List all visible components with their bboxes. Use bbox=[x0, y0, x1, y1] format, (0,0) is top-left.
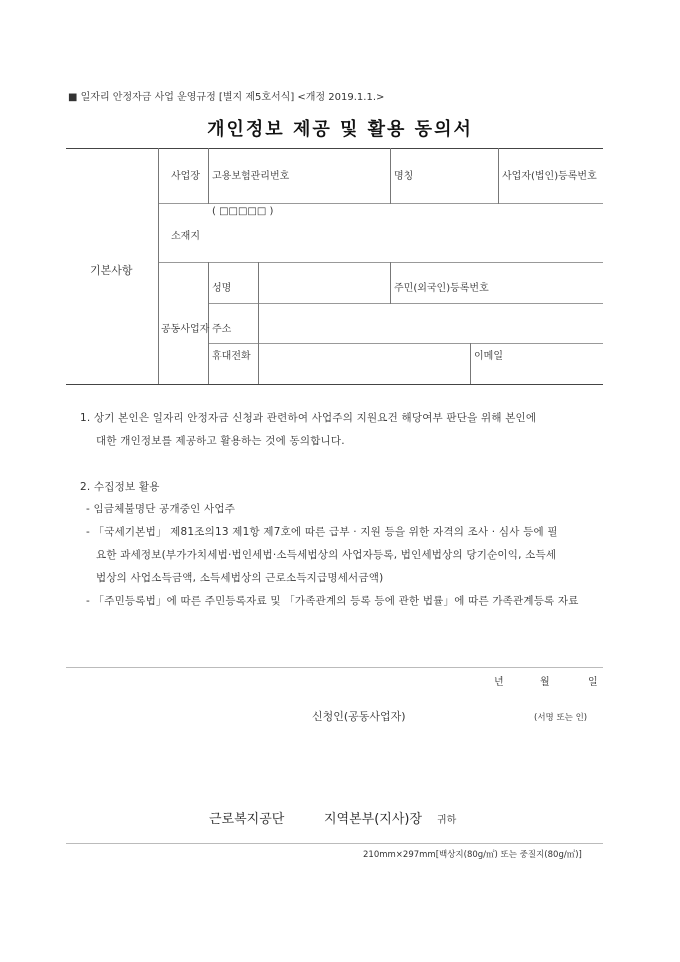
clause2-item1: - 임금체불명단 공개중인 사업주 bbox=[86, 503, 236, 515]
table-top-border bbox=[66, 148, 603, 149]
clause1-line2: 대한 개인정보를 제공하고 활용하는 것에 동의합니다. bbox=[96, 435, 345, 447]
date-year-label[interactable]: 년 bbox=[494, 677, 504, 688]
co-owner-label: 공동사업자 bbox=[161, 324, 210, 335]
clause2-item2-line1: - 「국세기본법」 제81조의13 제1항 제7호에 따른 급부 · 지원 등을 위한 자격의 조사 · 심사 등에 필 bbox=[86, 526, 558, 538]
insurance-number-field[interactable]: 고용보험관리번호 bbox=[212, 171, 290, 182]
recipient-suffix: 귀하 bbox=[437, 815, 457, 826]
clause2-heading: 2. 수집정보 활용 bbox=[80, 481, 160, 493]
table-bottom-border bbox=[66, 384, 603, 385]
page-title: 개인정보 제공 및 활용 동의서 bbox=[207, 119, 473, 140]
recipient-branch: 지역본부(지사)장 bbox=[324, 812, 423, 827]
table-col-divider bbox=[390, 148, 391, 204]
co-owner-name-label: 성명 bbox=[212, 283, 232, 294]
signature-field[interactable]: (서명 또는 인) bbox=[534, 713, 588, 723]
postal-code-field[interactable]: ( □□□□□ ) bbox=[212, 206, 274, 217]
table-row-divider bbox=[208, 343, 603, 344]
table-col-divider bbox=[390, 262, 391, 304]
business-site-label: 사업장 bbox=[171, 171, 200, 182]
date-divider bbox=[66, 667, 603, 668]
clause2-item3: - 「주민등록법」에 따른 주민등록자료 및 「가족관계의 등록 등에 관한 법률」에 따른 가족관계등록 자료 bbox=[86, 595, 579, 607]
footer-divider bbox=[66, 843, 603, 844]
address-label: 소재지 bbox=[171, 231, 200, 242]
clause1-line1: 1. 상기 본인은 일자리 안정자금 신청과 관련하여 사업주의 지원요건 해당여부 판단을 위해 본인에 bbox=[80, 412, 537, 424]
table-col-divider bbox=[258, 262, 259, 384]
paper-spec: 210mm×297mm[백상지(80g/㎡) 또는 중질지(80g/㎡)] bbox=[363, 850, 582, 860]
clause2-item2-line2: 요한 과세정보(부가가치세법·법인세법·소득세법상의 사업자등록, 법인세법상의 당기순이익, 소득세 bbox=[96, 549, 557, 561]
table-col-divider bbox=[208, 148, 209, 204]
clause2-item2-line3: 법상의 사업소득금액, 소득세법상의 근로소득지급명세서금액) bbox=[96, 572, 384, 584]
business-reg-number-field[interactable]: 사업자(법인)등록번호 bbox=[502, 171, 597, 182]
co-owner-address-label: 주소 bbox=[212, 324, 232, 335]
date-day-label[interactable]: 일 bbox=[588, 677, 598, 688]
date-month-label[interactable]: 월 bbox=[540, 677, 550, 688]
section-label-basic-info: 기본사항 bbox=[90, 264, 133, 277]
table-col-divider bbox=[158, 148, 159, 384]
co-owner-rrn-label: 주민(외국인)등록번호 bbox=[394, 283, 489, 294]
applicant-label: 신청인(공동사업자) bbox=[312, 710, 406, 723]
table-col-divider bbox=[470, 343, 471, 384]
table-row-divider bbox=[208, 303, 603, 304]
co-owner-email-label: 이메일 bbox=[474, 351, 503, 362]
recipient-org: 근로복지공단 bbox=[209, 812, 285, 827]
business-name-field[interactable]: 명칭 bbox=[394, 171, 414, 182]
co-owner-mobile-label: 휴대전화 bbox=[212, 351, 251, 362]
table-col-divider bbox=[498, 148, 499, 204]
form-header-note: ■ 일자리 안정자금 사업 운영규정 [별지 제5호서식] <개정 2019.1.1.> bbox=[68, 92, 385, 103]
table-row-divider bbox=[158, 203, 603, 204]
table-row-divider bbox=[158, 262, 603, 263]
